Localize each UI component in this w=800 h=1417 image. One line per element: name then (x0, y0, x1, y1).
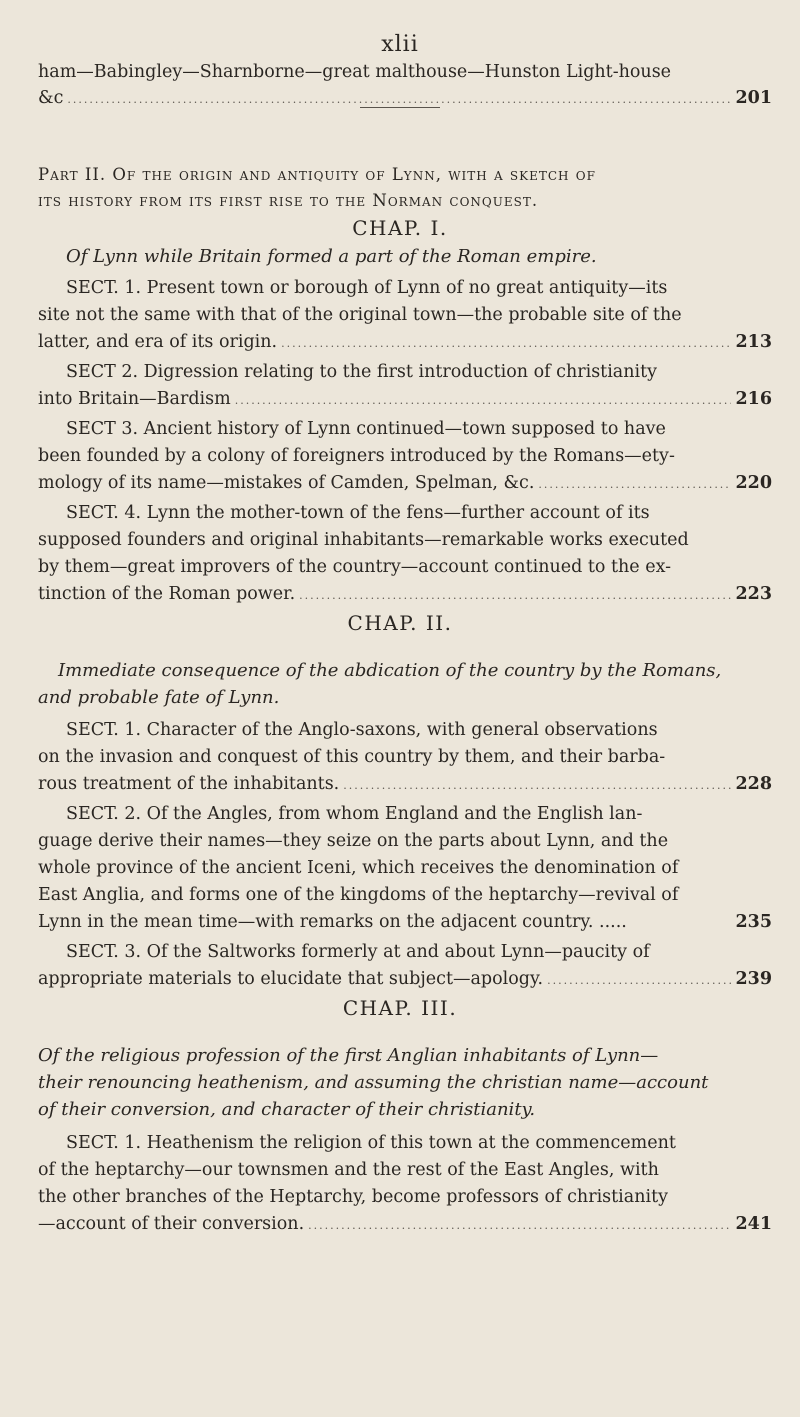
leader-dots (299, 589, 731, 602)
leader-dots (235, 394, 732, 407)
page-ref: 220 (735, 473, 772, 493)
leader-dots (308, 1219, 731, 1232)
section-rule (360, 107, 440, 108)
sect-3-1-line-4: —account of their conversion. ..... 241 (38, 1214, 772, 1234)
page-ref: 241 (735, 1214, 772, 1234)
sect-1-1-line-1: SECT. 1. Present town or borough of Lynn of no great antiquity—its (66, 278, 668, 298)
carry-line-1: ham—Babingley—Sharnborne—great malthouse—Hunston Light-house (38, 62, 672, 82)
sect-1-3-line-2: been founded by a colony of foreigners introduced by the Romans—ety- (38, 446, 675, 466)
sect-2-2-line-3: whole province of the ancient Iceni, which receives the denomination of (38, 858, 679, 878)
chapter-heading-1: CHAP. I. (352, 216, 448, 240)
sect-1-3-line-3: mology of its name—mistakes of Camden, Spelman, &c. ..... 220 (38, 473, 772, 493)
sect-3-1-line-1: SECT. 1. Heathenism the religion of this town at the commencement (66, 1133, 676, 1153)
sect-3-1-line-2: of the heptarchy—our townsmen and the rest of the East Angles, with (38, 1160, 659, 1180)
page-ref: 201 (735, 88, 772, 108)
sect-2-2-line-2: guage derive their names—they seize on the parts about Lynn, and the (38, 831, 669, 851)
leader-dots (67, 93, 731, 106)
leader-dots (281, 337, 731, 350)
page-ref: 216 (735, 389, 772, 409)
page-ref: 235 (735, 912, 772, 932)
chapter-2-subtitle-line-2: and probable fate of Lynn. (38, 687, 280, 708)
page-ref: 228 (735, 774, 772, 794)
chapter-3-subtitle-line-3: of their conversion, and character of their christianity. (38, 1099, 536, 1120)
sect-2-2-line-5: Lynn in the mean time—with remarks on the adjacent country. ..... 235 (38, 912, 772, 932)
part-heading-line-1: Part II. Of the origin and antiquity of Lynn, with a sketch of (38, 165, 596, 184)
sect-1-1-line-2: site not the same with that of the original town—the probable site of the (38, 305, 682, 325)
page-ref: 223 (735, 584, 772, 604)
page-ref: 213 (735, 332, 772, 352)
sect-1-4-line-1: SECT. 4. Lynn the mother-town of the fens—further account of its (66, 503, 650, 523)
sect-1-4-line-3: by them—great improvers of the country—account continued to the ex- (38, 557, 672, 577)
carry-line-2: &c ..... 201 (38, 88, 772, 108)
sect-1-2-line-1: SECT 2. Digression relating to the first introduction of christianity (66, 362, 658, 382)
chapter-heading-3: CHAP. III. (342, 996, 458, 1020)
sect-1-4-line-4: tinction of the Roman power. ..... 223 (38, 584, 772, 604)
chapter-2-subtitle-line-1: Immediate consequence of the abdication of the country by the Romans, (58, 660, 722, 681)
sect-2-3-line-2: appropriate materials to elucidate that subject—apology. ..... 239 (38, 969, 772, 989)
sect-2-1-line-3: rous treatment of the inhabitants. ..... 228 (38, 774, 772, 794)
chapter-heading-2: CHAP. II. (347, 611, 453, 635)
chapter-3-subtitle-line-2: their renouncing heathenism, and assuming the christian name—account (38, 1072, 709, 1093)
sect-1-3-line-1: SECT 3. Ancient history of Lynn continued—town supposed to have (66, 419, 666, 439)
sect-2-1-line-2: on the invasion and conquest of this country by them, and their barba- (38, 747, 666, 767)
leader-dots (343, 779, 731, 792)
page-number: xlii (381, 32, 419, 57)
leader-dots (547, 974, 731, 987)
sect-1-4-line-2: supposed founders and original inhabitants—remarkable works executed (38, 530, 689, 550)
sect-2-2-line-1: SECT. 2. Of the Angles, from whom England and the English lan- (66, 804, 643, 824)
leader-dots (538, 478, 731, 491)
chapter-3-subtitle-line-1: Of the religious profession of the first Anglian inhabitants of Lynn— (38, 1045, 659, 1066)
part-heading-line-2: its history from its first rise to the Norman conquest. (38, 191, 539, 210)
sect-2-3-line-1: SECT. 3. Of the Saltworks formerly at and about Lynn—paucity of (66, 942, 650, 962)
sect-1-1-line-3: latter, and era of its origin. ..... 213 (38, 332, 772, 352)
sect-2-1-line-1: SECT. 1. Character of the Anglo-saxons, with general observations (66, 720, 658, 740)
page-ref: 239 (735, 969, 772, 989)
sect-2-2-line-4: East Anglia, and forms one of the kingdoms of the heptarchy—revival of (38, 885, 679, 905)
sect-1-2-line-2: into Britain—Bardism ..... 216 (38, 389, 772, 409)
chapter-1-subtitle: Of Lynn while Britain formed a part of the Roman empire. (66, 246, 597, 267)
sect-3-1-line-3: the other branches of the Heptarchy, become professors of christianity (38, 1187, 668, 1207)
